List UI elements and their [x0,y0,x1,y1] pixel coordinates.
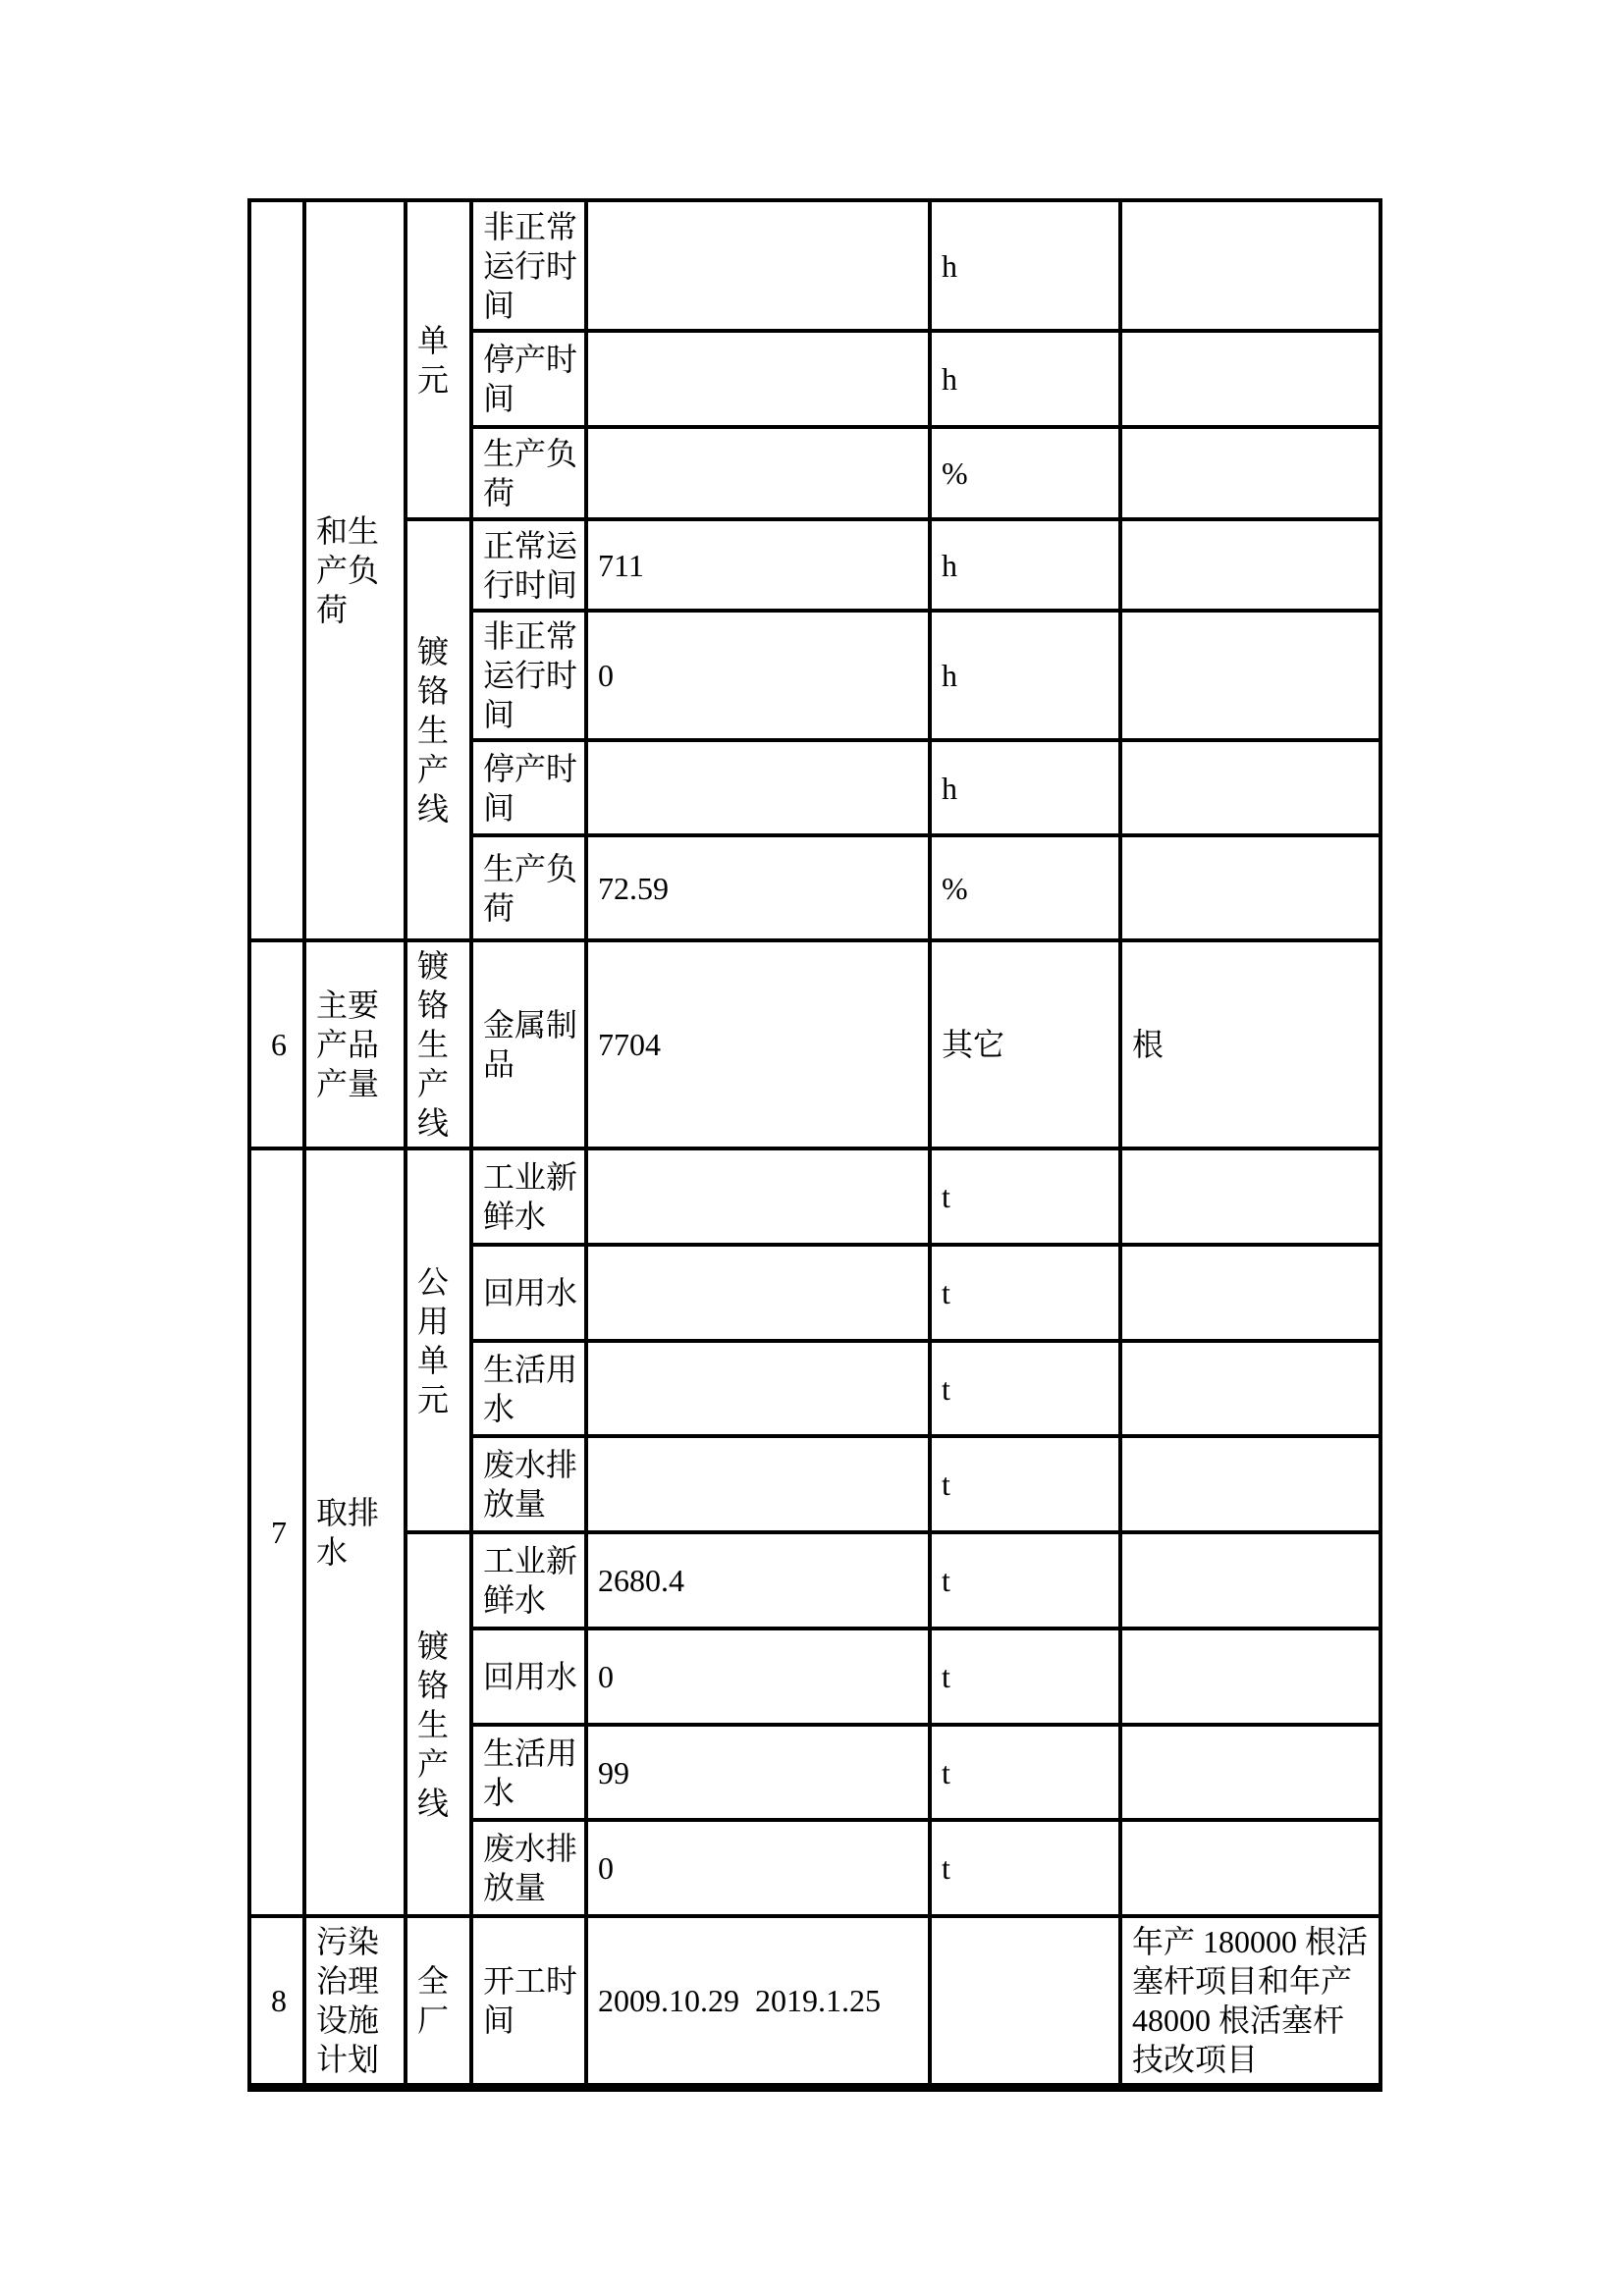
value-cell [586,200,930,331]
item-cell: 非正常运行时间 [471,611,586,740]
item-cell: 生活用水 [471,1725,586,1820]
value-cell [586,1245,930,1341]
remark-cell [1120,1148,1380,1245]
item-cell: 金属制品 [471,940,586,1148]
measure-unit-cell: t [930,1436,1120,1532]
remark-cell [1120,1725,1380,1820]
measure-unit-cell: t [930,1245,1120,1341]
value-cell: 99 [586,1725,930,1820]
section5-unit-group2-cell: 镀铬生产线 [406,519,471,940]
value-cell: 2680.4 [586,1532,930,1629]
remark-cell [1120,740,1380,835]
section5-category-cell: 和生产负荷 [304,200,406,940]
section6-unit-group-cell: 镀铬生产线 [406,940,471,1148]
measure-unit-cell: t [930,1341,1120,1436]
value-cell: 7704 [586,940,930,1148]
section7-number-cell: 7 [249,1148,304,1916]
value-cell [586,331,930,427]
value-cell: 0 [586,1629,930,1725]
item-cell: 生活用水 [471,1341,586,1436]
value-cell: 711 [586,519,930,611]
measure-unit-cell: 其它 [930,940,1120,1148]
table-row [249,940,1380,1148]
measure-unit-cell: h [930,611,1120,740]
measure-unit-cell [930,1916,1120,2088]
section7-unit-group2-cell: 镀铬生产线 [406,1532,471,1916]
table-row [249,1532,1380,1629]
remark-cell [1120,519,1380,611]
remark-cell [1120,835,1380,940]
item-cell: 正常运行时间 [471,519,586,611]
section6-number-cell: 6 [249,940,304,1148]
item-cell: 非正常运行时间 [471,200,586,331]
item-cell: 回用水 [471,1245,586,1341]
value-cell [586,1148,930,1245]
table-row [249,200,1380,331]
measure-unit-cell: t [930,1532,1120,1629]
measure-unit-cell: h [930,519,1120,611]
item-cell: 停产时间 [471,331,586,427]
table-row [249,1148,1380,1245]
item-cell: 工业新鲜水 [471,1532,586,1629]
remark-cell [1120,1436,1380,1532]
measure-unit-cell: h [930,200,1120,331]
remark-cell: 根 [1120,940,1380,1148]
section7-category-cell: 取排水 [304,1148,406,1916]
remark-cell [1120,1532,1380,1629]
measure-unit-cell: t [930,1820,1120,1916]
remark-cell [1120,1629,1380,1725]
item-cell: 生产负荷 [471,835,586,940]
measure-unit-cell: % [930,835,1120,940]
item-cell: 停产时间 [471,740,586,835]
item-cell: 废水排放量 [471,1820,586,1916]
remark-cell: 年产 180000 根活塞杆项目和年产 48000 根活塞杆技改项目 [1120,1916,1380,2088]
measure-unit-cell: % [930,427,1120,519]
measure-unit-cell: h [930,331,1120,427]
remark-cell [1120,331,1380,427]
section8-unit-group-cell: 全厂 [406,1916,471,2088]
item-cell: 工业新鲜水 [471,1148,586,1245]
item-cell: 废水排放量 [471,1436,586,1532]
item-cell: 生产负荷 [471,427,586,519]
value-cell: 2009.10.29 2019.1.25 [586,1916,930,2088]
value-cell [586,1341,930,1436]
remark-cell [1120,1820,1380,1916]
remark-cell [1120,1245,1380,1341]
item-cell: 回用水 [471,1629,586,1725]
remark-cell [1120,200,1380,331]
measure-unit-cell: t [930,1725,1120,1820]
value-cell [586,427,930,519]
section8-number-cell: 8 [249,1916,304,2088]
table-row [249,519,1380,611]
section5-unit-group1-cell: 单元 [406,200,471,519]
measure-unit-cell: h [930,740,1120,835]
production-report-table [247,198,1382,2092]
value-cell [586,1436,930,1532]
value-cell: 72.59 [586,835,930,940]
item-cell: 开工时间 [471,1916,586,2088]
table-row [249,1916,1380,2088]
value-cell [586,740,930,835]
section7-unit-group1-cell: 公用单元 [406,1148,471,1532]
remark-cell [1120,427,1380,519]
remark-cell [1120,611,1380,740]
value-cell: 0 [586,611,930,740]
measure-unit-cell: t [930,1629,1120,1725]
section5-number-cell [249,200,304,940]
section8-category-cell: 污染治理设施计划 [304,1916,406,2088]
section6-category-cell: 主要产品产量 [304,940,406,1148]
value-cell: 0 [586,1820,930,1916]
remark-cell [1120,1341,1380,1436]
measure-unit-cell: t [930,1148,1120,1245]
